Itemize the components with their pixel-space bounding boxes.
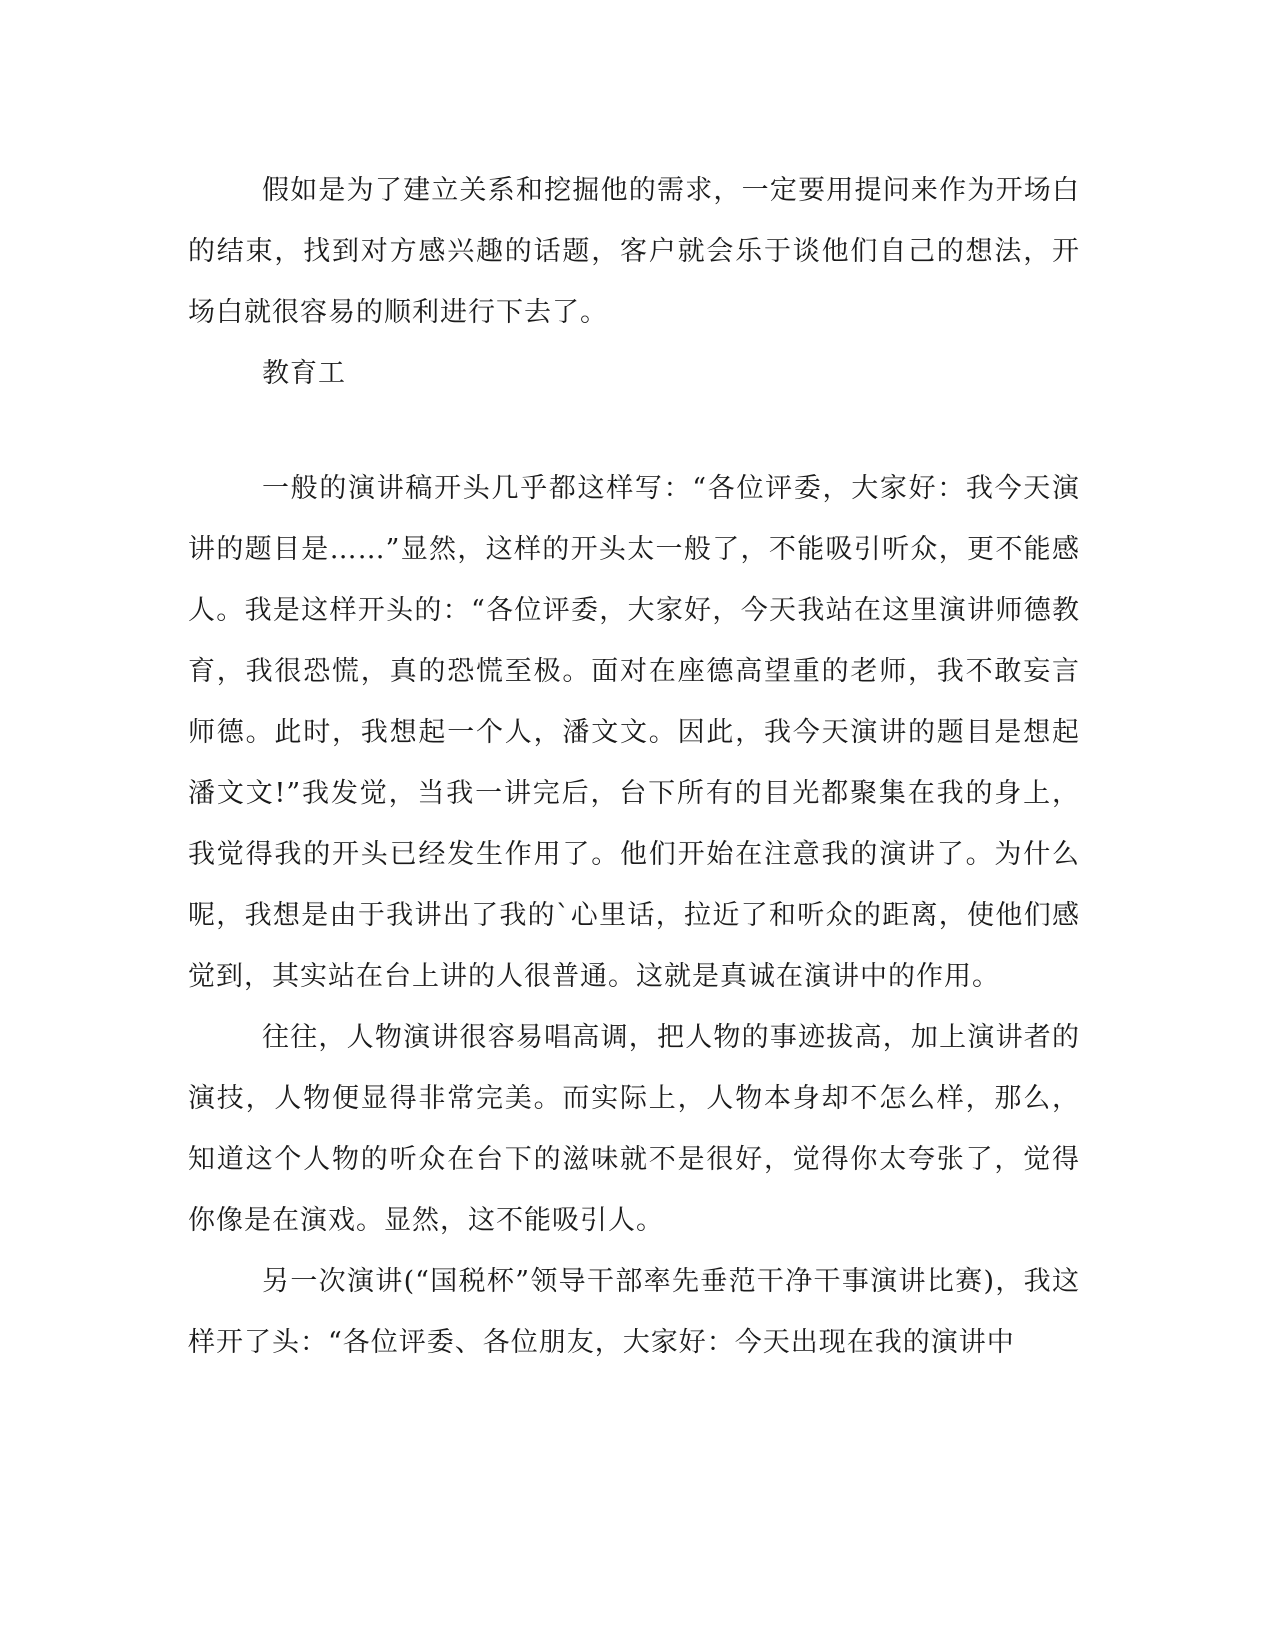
paragraph-opening-remarks: 假如是为了建立关系和挖掘他的需求，一定要用提问来作为开场白的结束，找到对方感兴趣的话题，客户就会乐于谈他们自己的想法，开场白就很容易的顺利进行下去了。 xyxy=(188,175,1080,328)
paragraph-heading-fragment: 教育工 xyxy=(262,358,346,389)
paragraph-spacer xyxy=(188,404,1080,458)
paragraph-speech-opening: 一般的演讲稿开头几乎都这样写：“各位评委，大家好：我今天演讲的题目是……”显然，这样的开头太一般了，不能吸引听众，更不能感人。我是这样开头的：“各位评委，大家好，今天我站在这里演讲师德教育，我很恐慌，真的恐慌至极。面对在座德高望重的老师，我不敢妄言师德。此时，我想起一个人，潘文文。因此，我今天演讲的题目是想起潘文文!”我发觉，当我一讲完后，台下所有的目光都聚集在我的身上，我觉得我的开头已经发生作用了。他们开始在注意我的演讲了。为什么呢，我想是由于我讲出了我的`心里话，拉近了和听众的距离，使他们感觉到，其实站在台上讲的人很普通。这就是真诚在演讲中的作用。 xyxy=(188,473,1080,992)
paragraph-another-speech: 另一次演讲(“国税杯”领导干部率先垂范干净干事演讲比赛)，我这样开了头：“各位评委、各位朋友，大家好：今天出现在我的演讲中 xyxy=(188,1266,1080,1358)
paragraph-character-speech: 往往，人物演讲很容易唱高调，把人物的事迹拔高，加上演讲者的演技，人物便显得非常完美。而实际上，人物本身却不怎么样，那么，知道这个人物的听众在台下的滋味就不是很好，觉得你太夸张了，觉得你像是在演戏。显然，这不能吸引人。 xyxy=(188,1022,1080,1236)
document-body xyxy=(188,160,1080,1373)
